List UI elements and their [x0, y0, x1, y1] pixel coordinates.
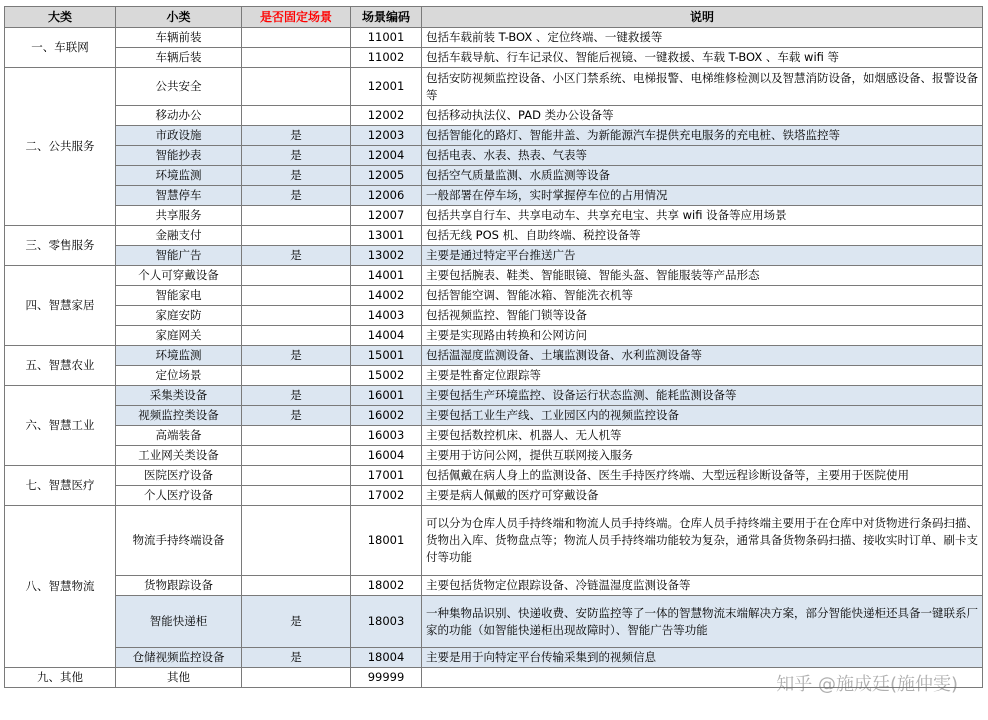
fixed-scene-cell — [242, 446, 351, 466]
table-row — [5, 266, 983, 286]
fixed-scene-cell: 是 — [242, 246, 351, 266]
fixed-scene-cell — [242, 668, 351, 688]
description-cell: 包括无线 POS 机、自助终端、税控设备等 — [422, 226, 983, 246]
subcategory-cell: 家庭网关 — [116, 326, 242, 346]
description-cell: 主要用于访问公网，提供互联网接入服务 — [422, 446, 983, 466]
scene-code-cell: 16002 — [351, 406, 422, 426]
fixed-scene-cell — [242, 326, 351, 346]
scene-code-cell: 11002 — [351, 48, 422, 68]
scene-code-cell: 16004 — [351, 446, 422, 466]
scene-code-cell: 15002 — [351, 366, 422, 386]
subcategory-cell: 货物跟踪设备 — [116, 576, 242, 596]
fixed-scene-cell — [242, 206, 351, 226]
table-row — [5, 506, 983, 576]
table-row — [5, 346, 983, 366]
category-cell: 八、智慧物流 — [5, 506, 116, 668]
header-scene-code: 场景编码 — [351, 7, 422, 28]
subcategory-cell: 医院医疗设备 — [116, 466, 242, 486]
subcategory-cell: 个人可穿戴设备 — [116, 266, 242, 286]
description-cell: 主要包括工业生产线、工业园区内的视频监控设备 — [422, 406, 983, 426]
fixed-scene-cell — [242, 486, 351, 506]
header-description: 说明 — [422, 7, 983, 28]
description-cell: 包括智能空调、智能冰箱、智能洗衣机等 — [422, 286, 983, 306]
table-row — [5, 576, 983, 596]
table-row — [5, 426, 983, 446]
scene-code-cell: 14001 — [351, 266, 422, 286]
fixed-scene-cell: 是 — [242, 596, 351, 648]
subcategory-cell: 环境监测 — [116, 166, 242, 186]
scene-code-cell: 15001 — [351, 346, 422, 366]
scene-code-cell: 16001 — [351, 386, 422, 406]
subcategory-cell: 智能快递柜 — [116, 596, 242, 648]
scene-code-cell: 18001 — [351, 506, 422, 576]
fixed-scene-cell — [242, 28, 351, 48]
description-cell: 包括智能化的路灯、智能井盖、为新能源汽车提供充电服务的充电桩、铁塔监控等 — [422, 126, 983, 146]
fixed-scene-cell — [242, 466, 351, 486]
table-row — [5, 446, 983, 466]
table-row — [5, 186, 983, 206]
table-body — [5, 28, 983, 688]
category-cell: 一、车联网 — [5, 28, 116, 68]
table-row — [5, 286, 983, 306]
table-row — [5, 366, 983, 386]
subcategory-cell: 金融支付 — [116, 226, 242, 246]
fixed-scene-cell: 是 — [242, 166, 351, 186]
subcategory-cell: 环境监测 — [116, 346, 242, 366]
fixed-scene-cell — [242, 286, 351, 306]
scene-code-cell: 17001 — [351, 466, 422, 486]
table-row — [5, 246, 983, 266]
category-cell: 六、智慧工业 — [5, 386, 116, 466]
scene-code-cell: 13002 — [351, 246, 422, 266]
table-row — [5, 106, 983, 126]
fixed-scene-cell: 是 — [242, 346, 351, 366]
subcategory-cell: 智慧停车 — [116, 186, 242, 206]
header-subcategory: 小类 — [116, 7, 242, 28]
fixed-scene-cell — [242, 306, 351, 326]
subcategory-cell: 移动办公 — [116, 106, 242, 126]
scene-code-cell: 14002 — [351, 286, 422, 306]
fixed-scene-cell — [242, 266, 351, 286]
description-cell: 主要包括生产环境监控、设备运行状态监测、能耗监测设备等 — [422, 386, 983, 406]
fixed-scene-cell — [242, 48, 351, 68]
category-cell: 七、智慧医疗 — [5, 466, 116, 506]
scene-code-cell: 12007 — [351, 206, 422, 226]
description-cell: 一种集物品识别、快递收费、安防监控等了一体的智慧物流末端解决方案，部分智能快递柜还具备一键联系厂家的功能（如智能快递柜出现故障时）、智能广告等功能 — [422, 596, 983, 648]
scene-code-cell: 16003 — [351, 426, 422, 446]
scene-code-cell: 11001 — [351, 28, 422, 48]
subcategory-cell: 市政设施 — [116, 126, 242, 146]
table-row — [5, 126, 983, 146]
fixed-scene-cell — [242, 506, 351, 576]
description-cell: 主要是实现路由转换和公网访问 — [422, 326, 983, 346]
category-cell: 九、其他 — [5, 668, 116, 688]
category-cell: 二、公共服务 — [5, 68, 116, 226]
header-category: 大类 — [5, 7, 116, 28]
iot-scenario-table — [4, 6, 983, 688]
description-cell: 主要是牲畜定位跟踪等 — [422, 366, 983, 386]
description-cell: 主要是病人佩戴的医疗可穿戴设备 — [422, 486, 983, 506]
subcategory-cell: 车辆前装 — [116, 28, 242, 48]
description-cell: 主要包括数控机床、机器人、无人机等 — [422, 426, 983, 446]
table-row — [5, 326, 983, 346]
subcategory-cell: 仓储视频监控设备 — [116, 648, 242, 668]
table-row — [5, 28, 983, 48]
fixed-scene-cell: 是 — [242, 146, 351, 166]
header-row — [5, 7, 983, 28]
subcategory-cell: 智能抄表 — [116, 146, 242, 166]
description-cell: 包括车载前装 T-BOX 、定位终端、一键救援等 — [422, 28, 983, 48]
subcategory-cell: 采集类设备 — [116, 386, 242, 406]
table-row — [5, 306, 983, 326]
description-cell: 包括共享自行车、共享电动车、共享充电宝、共享 wifi 设备等应用场景 — [422, 206, 983, 226]
fixed-scene-cell: 是 — [242, 648, 351, 668]
table-row — [5, 226, 983, 246]
table-row — [5, 466, 983, 486]
description-cell: 包括温湿度监测设备、土壤监测设备、水利监测设备等 — [422, 346, 983, 366]
fixed-scene-cell — [242, 426, 351, 446]
table-row — [5, 206, 983, 226]
table-row — [5, 146, 983, 166]
category-cell: 三、零售服务 — [5, 226, 116, 266]
fixed-scene-cell: 是 — [242, 126, 351, 146]
subcategory-cell: 智能广告 — [116, 246, 242, 266]
description-cell: 包括空气质量监测、水质监测等设备 — [422, 166, 983, 186]
description-cell: 包括佩戴在病人身上的监测设备、医生手持医疗终端、大型远程诊断设备等，主要用于医院使用 — [422, 466, 983, 486]
scene-code-cell: 12001 — [351, 68, 422, 106]
scene-code-cell: 99999 — [351, 668, 422, 688]
description-cell: 主要是通过特定平台推送广告 — [422, 246, 983, 266]
fixed-scene-cell: 是 — [242, 406, 351, 426]
subcategory-cell: 车辆后装 — [116, 48, 242, 68]
subcategory-cell: 定位场景 — [116, 366, 242, 386]
table-row — [5, 648, 983, 668]
fixed-scene-cell — [242, 226, 351, 246]
table-row — [5, 48, 983, 68]
description-cell: 包括电表、水表、热表、气表等 — [422, 146, 983, 166]
description-cell: 主要是用于向特定平台传输采集到的视频信息 — [422, 648, 983, 668]
table-row — [5, 386, 983, 406]
table-row — [5, 486, 983, 506]
fixed-scene-cell — [242, 106, 351, 126]
fixed-scene-cell — [242, 366, 351, 386]
description-cell: 包括视频监控、智能门锁等设备 — [422, 306, 983, 326]
scene-code-cell: 12004 — [351, 146, 422, 166]
subcategory-cell: 共享服务 — [116, 206, 242, 226]
category-cell: 四、智慧家居 — [5, 266, 116, 346]
fixed-scene-cell: 是 — [242, 186, 351, 206]
subcategory-cell: 高端装备 — [116, 426, 242, 446]
fixed-scene-cell — [242, 576, 351, 596]
table-row — [5, 406, 983, 426]
description-cell: 包括车载导航、行车记录仪、智能后视镜、一键救援、车载 T-BOX 、车载 wifi 等 — [422, 48, 983, 68]
description-cell: 主要包括腕表、鞋类、智能眼镜、智能头盔、智能服装等产品形态 — [422, 266, 983, 286]
scene-code-cell: 12006 — [351, 186, 422, 206]
category-cell: 五、智慧农业 — [5, 346, 116, 386]
scene-code-cell: 12003 — [351, 126, 422, 146]
description-cell: 可以分为仓库人员手持终端和物流人员手持终端。仓库人员手持终端主要用于在仓库中对货物进行条码扫描、货物出入库、货物盘点等；物流人员手持终端功能较为复杂，通常具备货物条码扫描、接收实时订单、刷卡支付等功能 — [422, 506, 983, 576]
fixed-scene-cell: 是 — [242, 386, 351, 406]
scene-code-cell: 18004 — [351, 648, 422, 668]
description-cell: 包括移动执法仪、PAD 类办公设备等 — [422, 106, 983, 126]
table-row — [5, 166, 983, 186]
fixed-scene-cell — [242, 68, 351, 106]
description-cell: 一般部署在停车场，实时掌握停车位的占用情况 — [422, 186, 983, 206]
header-fixed-scene: 是否固定场景 — [242, 7, 351, 28]
scene-code-cell: 18002 — [351, 576, 422, 596]
scene-code-cell: 12005 — [351, 166, 422, 186]
description-cell: 包括安防视频监控设备、小区门禁系统、电梯报警、电梯维修检测以及智慧消防设备，如烟感设备、报警设备等 — [422, 68, 983, 106]
scene-code-cell: 14004 — [351, 326, 422, 346]
watermark-text: 知乎 @施成廷(施仲雯) — [776, 674, 958, 695]
scene-code-cell: 18003 — [351, 596, 422, 648]
scene-code-cell: 12002 — [351, 106, 422, 126]
subcategory-cell: 个人医疗设备 — [116, 486, 242, 506]
subcategory-cell: 其他 — [116, 668, 242, 688]
description-cell: 主要包括货物定位跟踪设备、冷链温湿度监测设备等 — [422, 576, 983, 596]
scene-code-cell: 14003 — [351, 306, 422, 326]
table-row — [5, 596, 983, 648]
table-row — [5, 68, 983, 106]
subcategory-cell: 工业网关类设备 — [116, 446, 242, 466]
subcategory-cell: 家庭安防 — [116, 306, 242, 326]
subcategory-cell: 物流手持终端设备 — [116, 506, 242, 576]
scene-code-cell: 13001 — [351, 226, 422, 246]
subcategory-cell: 视频监控类设备 — [116, 406, 242, 426]
subcategory-cell: 公共安全 — [116, 68, 242, 106]
scene-code-cell: 17002 — [351, 486, 422, 506]
subcategory-cell: 智能家电 — [116, 286, 242, 306]
